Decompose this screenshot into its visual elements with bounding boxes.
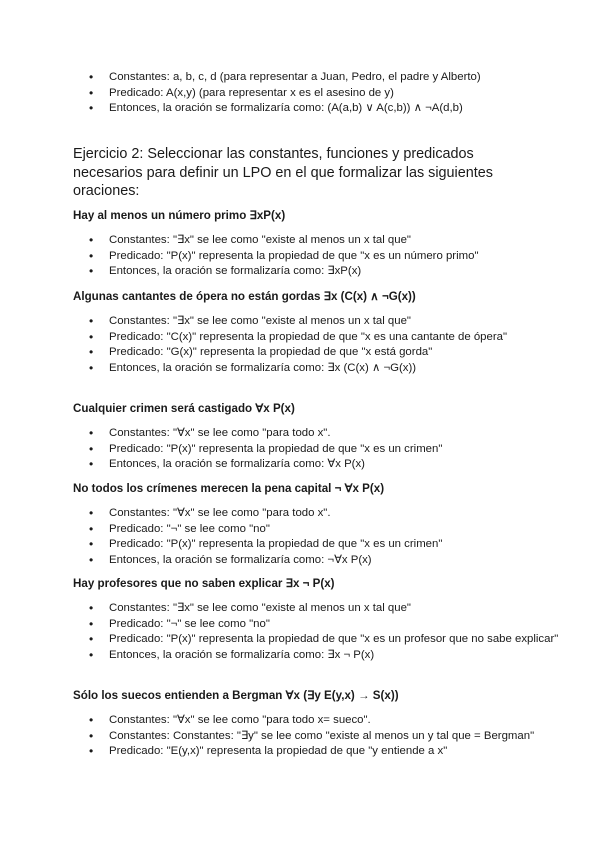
list-item: • Constantes: "∃x" se lee como "existe al menos un x tal que" (0, 601, 599, 617)
list-item: • Predicado: "¬" se lee como "no" (0, 522, 599, 538)
list-item: • Entonces, la oración se formalizaría como: ∀x P(x) (0, 457, 599, 473)
list-item: • Entonces, la oración se formalizaría como: ∃xP(x) (0, 264, 599, 280)
section-block (0, 208, 599, 280)
exercise-2-title: Ejercicio 2: Seleccionar las constantes, funciones y predicados necesarios para definir un LPO en el que formalizar las siguientes oraciones: (73, 146, 493, 199)
section-heading: Hay profesores que no saben explicar ∃x ¬ P(x) (73, 577, 335, 590)
section-heading: Sólo los suecos entienden a Bergman ∀x (∃y E(y,x) → S(x)) (73, 689, 399, 702)
exercise-2-block (0, 145, 599, 201)
list-item: • Predicado: "P(x)" representa la propiedad de que "x es un crimen" (0, 537, 599, 553)
list-item: • Predicado: "C(x)" representa la propiedad de que "x es una cantante de ópera" (0, 330, 599, 346)
list-item: • Entonces, la oración se formalizaría como: ∃x ¬ P(x) (0, 648, 599, 664)
section-block (0, 289, 599, 376)
section-block (0, 576, 599, 663)
intro-list (0, 70, 599, 117)
list-item: • Entonces, la oración se formalizaría como: (A(a,b) ∨ A(c,b)) ∧ ¬A(d,b) (0, 101, 599, 117)
list-item: • Predicado: "P(x)" representa la propiedad de que "x es un número primo" (0, 249, 599, 265)
section-list (0, 314, 599, 376)
list-item: • Predicado: "¬" se lee como "no" (0, 617, 599, 633)
section-block (0, 401, 599, 473)
section-heading: Cualquier crimen será castigado ∀x P(x) (73, 402, 295, 415)
intro-list-block (0, 70, 599, 117)
list-item: • Predicado: "G(x)" representa la propiedad de que "x está gorda" (0, 345, 599, 361)
section-list (0, 426, 599, 473)
section-block (0, 688, 599, 760)
list-item: • Predicado: "P(x)" representa la propiedad de que "x es un crimen" (0, 442, 599, 458)
list-item: • Entonces, la oración se formalizaría como: ¬∀x P(x) (0, 553, 599, 569)
list-item: • Predicado: "E(y,x)" representa la propiedad de que "y entiende a x" (0, 744, 599, 760)
section-block (0, 481, 599, 568)
section-heading: Hay al menos un número primo ∃xP(x) (73, 209, 286, 222)
section-list (0, 601, 599, 663)
section-list (0, 713, 599, 760)
list-item: • Constantes: "∃x" se lee como "existe al menos un x tal que" (0, 233, 599, 249)
list-item: • Constantes: a, b, c, d (para representar a Juan, Pedro, el padre y Alberto) (0, 70, 599, 86)
section-heading: No todos los crímenes merecen la pena capital ¬ ∀x P(x) (73, 482, 385, 495)
list-item: • Predicado: A(x,y) (para representar x es el asesino de y) (0, 86, 599, 102)
list-item: • Predicado: "P(x)" representa la propiedad de que "x es un profesor que no sabe explicar" (0, 632, 599, 648)
list-item: • Constantes: Constantes: "∃y" se lee como "existe al menos un y tal que = Bergman" (0, 729, 599, 745)
list-item: • Constantes: "∀x" se lee como "para todo x". (0, 426, 599, 442)
list-item: • Constantes: "∃x" se lee como "existe al menos un x tal que" (0, 314, 599, 330)
list-item: • Entonces, la oración se formalizaría como: ∃x (C(x) ∧ ¬G(x)) (0, 361, 599, 377)
list-item: • Constantes: "∀x" se lee como "para todo x= sueco". (0, 713, 599, 729)
section-heading: Algunas cantantes de ópera no están gordas ∃x (C(x) ∧ ¬G(x)) (73, 290, 416, 303)
list-item: • Constantes: "∀x" se lee como "para todo x". (0, 506, 599, 522)
section-list (0, 506, 599, 568)
section-list (0, 233, 599, 280)
